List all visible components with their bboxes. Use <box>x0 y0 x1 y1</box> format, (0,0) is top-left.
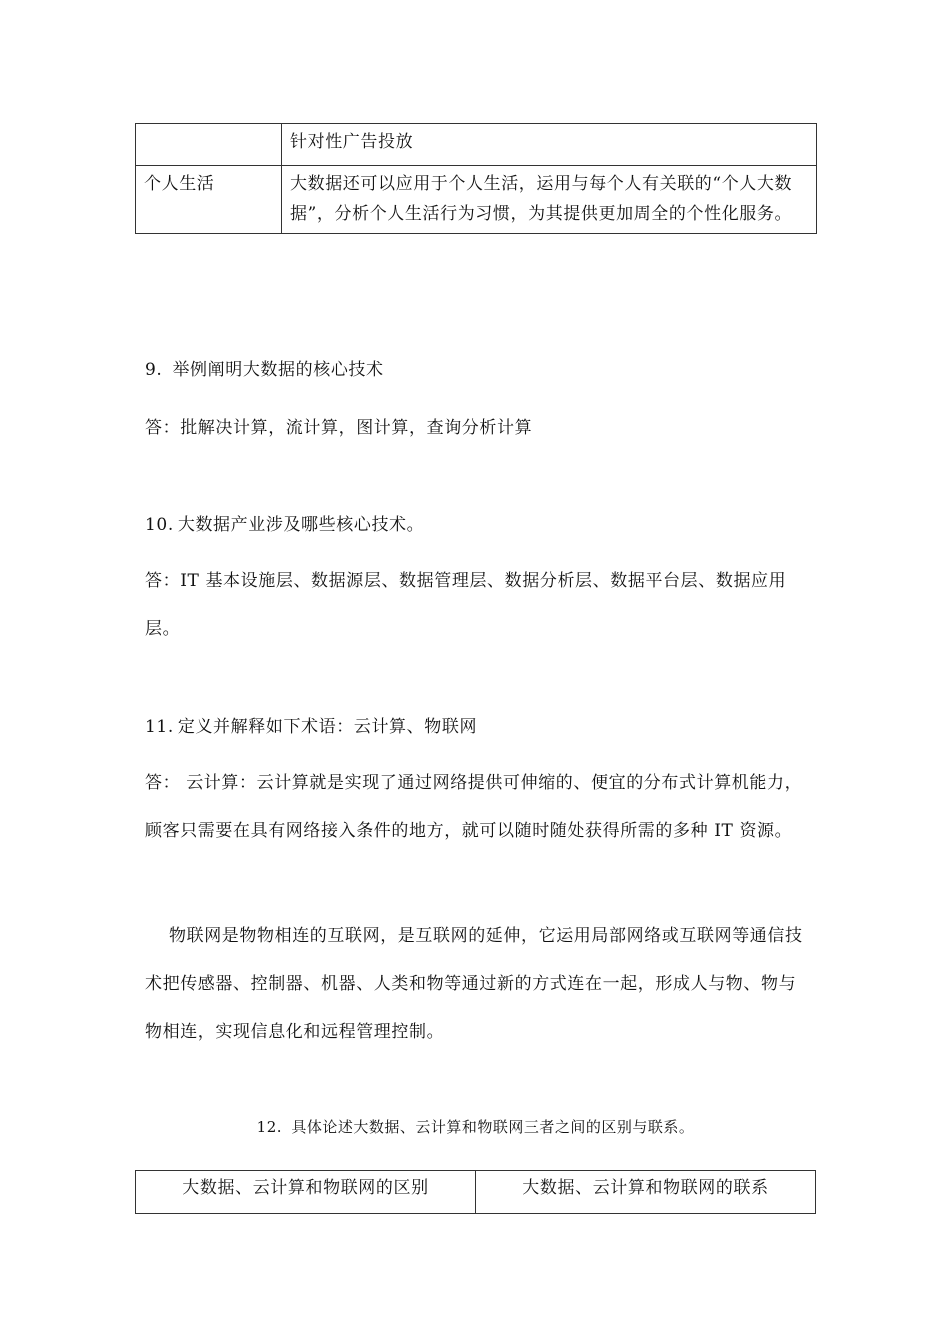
table-header-row <box>136 1171 816 1214</box>
answer-11-cloud: 答： 云计算：云计算就是实现了通过网络提供可伸缩的、便宜的分布式计算机能力，顾客只需要在具有网络接入条件的地方，就可以随时随处获得所需的多种 IT 资源。 <box>145 773 803 841</box>
question-text: 举例阐明大数据的核心技术 <box>172 360 384 380</box>
answer-10: 答：IT 基本设施层、数据源层、数据管理层、数据分析层、数据平台层、数据应用层。 <box>145 571 787 639</box>
table-header-cell: 大数据、云计算和物联网的区别 <box>136 1171 476 1214</box>
question-number: 10. <box>145 515 174 535</box>
question-text: 大数据产业涉及哪些核心技术。 <box>177 515 425 535</box>
table-row <box>136 166 817 234</box>
question-number: 12. <box>256 1118 283 1136</box>
question-text: 定义并解释如下术语：云计算、物联网 <box>177 717 478 737</box>
answer-11-iot: 物联网是物物相连的互联网，是互联网的延伸，它运用局部网络或互联网等通信技术把传感器、控制器、机器、人类和物等通过新的方式连在一起，形成人与物、物与物相连，实现信息化和远程管理控制。 <box>145 926 803 1042</box>
table-cell <box>136 124 282 166</box>
application-table <box>135 123 817 234</box>
table-cell: 针对性广告投放 <box>282 124 817 166</box>
question-text: 具体论述大数据、云计算和物联网三者之间的区别与联系。 <box>291 1118 695 1136</box>
table-cell: 大数据还可以应用于个人生活，运用与每个人有关联的“个人大数据”，分析个人生活行为习惯，为其提供更加周全的个性化服务。 <box>282 166 817 234</box>
question-number: 11. <box>145 717 174 737</box>
comparison-table <box>135 1170 816 1214</box>
table-cell: 个人生活 <box>136 166 282 234</box>
question-number: 9. <box>145 360 163 380</box>
question-11 <box>145 712 810 742</box>
question-12 <box>135 1115 816 1139</box>
table-header-cell: 大数据、云计算和物联网的联系 <box>476 1171 816 1214</box>
question-10 <box>145 510 810 540</box>
answer-9: 答：批解决计算，流计算，图计算，查询分析计算 <box>145 418 533 438</box>
table-row <box>136 124 817 166</box>
question-9 <box>145 355 810 385</box>
